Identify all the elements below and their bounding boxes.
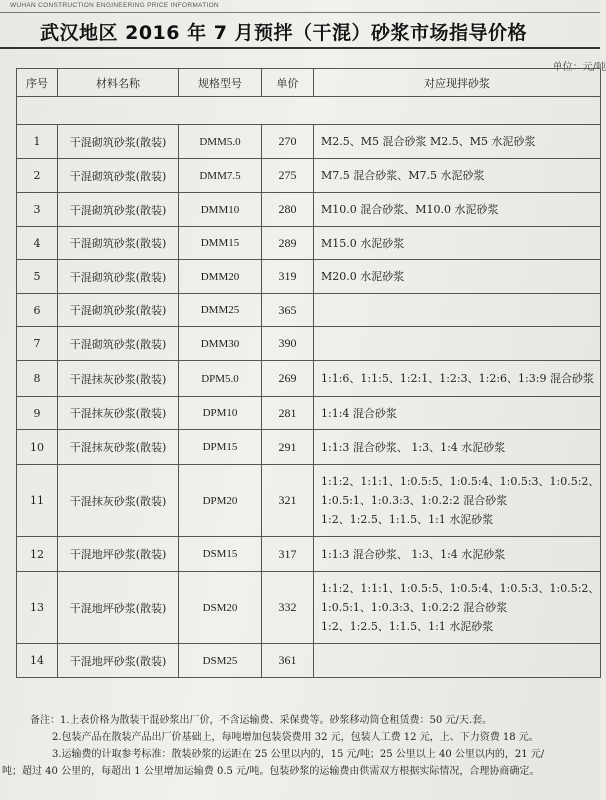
- spec-cell: DSM15: [179, 537, 262, 572]
- price-table: [16, 68, 601, 678]
- price-cell: 269: [262, 361, 314, 397]
- row-no-cell: 11: [17, 465, 58, 537]
- price-cell: 365: [262, 294, 314, 327]
- unit-label: 单位：元/吨: [552, 62, 606, 73]
- spec-cell: DPM15: [179, 430, 262, 465]
- note-line: 备注：1.上表价格为散装干混砂浆出厂价，不含运输费、采保费等。砂浆移动筒仓租赁费：50 元/天.套。: [30, 715, 492, 726]
- mix-equivalent-cell: [314, 327, 601, 361]
- table-row: [17, 227, 601, 260]
- publisher-header: WUHAN CONSTRUCTION ENGINEERING PRICE INFORMATION: [10, 2, 219, 9]
- price-cell: 319: [262, 260, 314, 294]
- mix-line: 1:1:4 混合砂浆: [321, 406, 397, 420]
- table-row: [17, 159, 601, 193]
- spec-cell: DPM10: [179, 397, 262, 430]
- table-row: [17, 537, 601, 572]
- row-no-cell: 1: [17, 125, 58, 159]
- material-name-cell: 干混砌筑砂浆(散装): [58, 125, 179, 159]
- mix-line: 1:1:6、1:1:5、1:2:1、1:2:3、1:2:6、1:3:9 混合砂浆: [321, 372, 594, 385]
- row-no-cell: 6: [17, 294, 58, 327]
- material-name-cell: 干混砌筑砂浆(散装): [58, 227, 179, 260]
- mix-equivalent-cell: [314, 294, 601, 327]
- row-no-cell: 2: [17, 159, 58, 193]
- col-header-name: 材料名称: [58, 69, 179, 97]
- table-row: [17, 260, 601, 294]
- blank-cell: [17, 97, 601, 125]
- mix-equivalent-cell: [314, 572, 601, 644]
- mix-line: M2.5、M5 混合砂浆 M2.5、M5 水泥砂浆: [321, 135, 536, 148]
- material-name-cell: 干混砌筑砂浆(散装): [58, 159, 179, 193]
- table-blank-row: [17, 97, 601, 125]
- row-no-cell: 12: [17, 537, 58, 572]
- spec-cell: DPM5.0: [179, 361, 262, 397]
- table-row: [17, 397, 601, 430]
- table-row: [17, 125, 601, 159]
- mix-line: 1:1:2、1:1:1、1:0.5:5、1:0.5:4、1:0.5:3、1:0.5:2、: [321, 582, 600, 595]
- spec-cell: DSM20: [179, 572, 262, 644]
- table-row: [17, 430, 601, 465]
- material-name-cell: 干混地坪砂浆(散装): [58, 572, 179, 644]
- spec-cell: DMM10: [179, 193, 262, 227]
- row-no-cell: 14: [17, 644, 58, 678]
- mix-line: 1:1:2、1:1:1、1:0.5:5、1:0.5:4、1:0.5:3、1:0.5:2、: [321, 475, 600, 488]
- material-name-cell: 干混抹灰砂浆(散装): [58, 361, 179, 397]
- price-cell: 289: [262, 227, 314, 260]
- row-no-cell: 8: [17, 361, 58, 397]
- row-no-cell: 13: [17, 572, 58, 644]
- price-cell: 280: [262, 193, 314, 227]
- table-header-row: [17, 69, 601, 97]
- material-name-cell: 干混地坪砂浆(散装): [58, 537, 179, 572]
- spec-cell: DMM30: [179, 327, 262, 361]
- price-cell: 390: [262, 327, 314, 361]
- table-row: [17, 361, 601, 397]
- row-no-cell: 7: [17, 327, 58, 361]
- mix-line: 1:2、1:2.5、1:1.5、1:1 水泥砂浆: [321, 620, 494, 633]
- note-line: 2.包装产品在散装产品出厂价基础上，每吨增加包装袋费用 32 元，包装人工费 12 元，上、下力资费 18 元。: [52, 732, 539, 743]
- mix-line: 1:2、1:2.5、1:1.5、1:1 水泥砂浆: [321, 513, 494, 526]
- mix-line: M15.0 水泥砂浆: [321, 236, 405, 250]
- row-no-cell: 10: [17, 430, 58, 465]
- row-no-cell: 9: [17, 397, 58, 430]
- mix-equivalent-cell: [314, 644, 601, 678]
- spec-cell: DMM15: [179, 227, 262, 260]
- material-name-cell: 干混砌筑砂浆(散装): [58, 327, 179, 361]
- title-divider: [0, 47, 600, 49]
- table-row: [17, 572, 601, 644]
- spec-cell: DMM25: [179, 294, 262, 327]
- header-divider: [0, 12, 600, 13]
- note-line: 3.运输费的计取参考标准：散装砂浆的运距在 25 公里以内的，15 元/吨；25 公里以上 40 公里以内的，21 元/: [52, 749, 545, 760]
- mix-equivalent-cell: [314, 465, 601, 537]
- spec-cell: DMM7.5: [179, 159, 262, 193]
- col-header-mix: 对应现拌砂浆: [314, 69, 601, 97]
- table-row: [17, 294, 601, 327]
- mix-equivalent-cell: [314, 125, 601, 159]
- price-cell: 291: [262, 430, 314, 465]
- spec-cell: DMM20: [179, 260, 262, 294]
- spec-cell: DPM20: [179, 465, 262, 537]
- mix-equivalent-cell: [314, 430, 601, 465]
- mix-equivalent-cell: [314, 537, 601, 572]
- table-row: [17, 465, 601, 537]
- col-header-spec: 规格型号: [179, 69, 262, 97]
- material-name-cell: 干混抹灰砂浆(散装): [58, 397, 179, 430]
- col-header-price: 单价: [262, 69, 314, 97]
- notes-section: [0, 712, 600, 780]
- row-no-cell: 4: [17, 227, 58, 260]
- row-no-cell: 3: [17, 193, 58, 227]
- spec-cell: DMM5.0: [179, 125, 262, 159]
- material-name-cell: 干混砌筑砂浆(散装): [58, 193, 179, 227]
- col-header-no: 序号: [17, 69, 58, 97]
- price-cell: 317: [262, 537, 314, 572]
- price-cell: 281: [262, 397, 314, 430]
- row-no-cell: 5: [17, 260, 58, 294]
- mix-line: M7.5 混合砂浆、M7.5 水泥砂浆: [321, 169, 485, 182]
- mix-equivalent-cell: [314, 227, 601, 260]
- mix-equivalent-cell: [314, 260, 601, 294]
- spec-cell: DSM25: [179, 644, 262, 678]
- mix-line: 1:0.5:1、1:0.3:3、1:0.2:2 混合砂浆: [321, 601, 508, 614]
- table-row: [17, 327, 601, 361]
- price-cell: 361: [262, 644, 314, 678]
- mix-line: 1:1:3 混合砂浆、 1:3、1:4 水泥砂浆: [321, 440, 506, 454]
- mix-line: 1:0.5:1、1:0.3:3、1:0.2:2 混合砂浆: [321, 494, 508, 507]
- material-name-cell: 干混抹灰砂浆(散装): [58, 465, 179, 537]
- mix-line: M20.0 水泥砂浆: [321, 270, 405, 283]
- table-row: [17, 193, 601, 227]
- material-name-cell: 干混砌筑砂浆(散装): [58, 294, 179, 327]
- material-name-cell: 干混地坪砂浆(散装): [58, 644, 179, 678]
- material-name-cell: 干混砌筑砂浆(散装): [58, 260, 179, 294]
- mix-equivalent-cell: [314, 193, 601, 227]
- price-cell: 270: [262, 125, 314, 159]
- price-cell: 275: [262, 159, 314, 193]
- mix-equivalent-cell: [314, 361, 601, 397]
- price-cell: 332: [262, 572, 314, 644]
- table-row: [17, 644, 601, 678]
- mix-line: 1:1:3 混合砂浆、 1:3、1:4 水泥砂浆: [321, 547, 506, 561]
- note-line: 吨；超过 40 公里的，每超出 1 公里增加运输费 0.5 元/吨。包装砂浆的运输费由供需双方根据实际情况，合理协商确定。: [2, 766, 540, 777]
- price-cell: 321: [262, 465, 314, 537]
- mix-line: M10.0 混合砂浆、M10.0 水泥砂浆: [321, 203, 499, 216]
- mix-equivalent-cell: [314, 159, 601, 193]
- material-name-cell: 干混抹灰砂浆(散装): [58, 430, 179, 465]
- mix-equivalent-cell: [314, 397, 601, 430]
- page-title: 武汉地区 2016 年 7 月预拌（干混）砂浆市场指导价格: [40, 22, 528, 44]
